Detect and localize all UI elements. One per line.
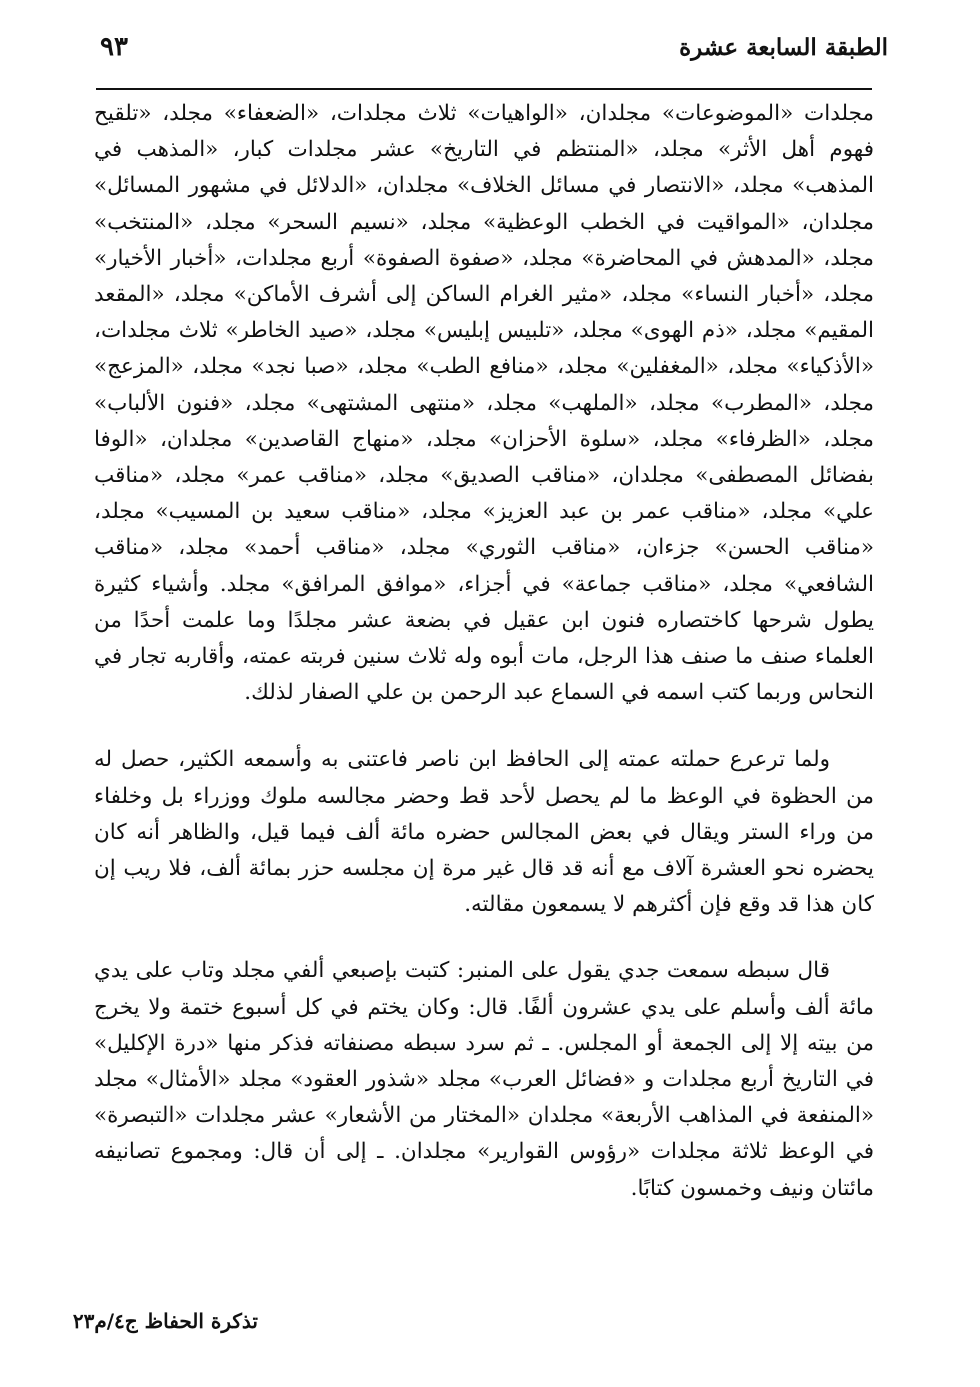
paragraph-2: ولما ترعرع حملته عمته إلى الحافظ ابن ناصر فاعتنى به وأسمعه الكثير، حصل له من الحظوة في الوعظ ما لم يحصل لأحد قط وحضر مجالسه ملوك ووزراء بل وخلفاء من وراء الستر ويقال في بعض المجالس حضره مائة ألف فيما قيل، والظاهر أنه كان يحضره نحو العشرة آلاف مع أنه قد قال غير مرة إن مجلسه حزر بمائة ألف، فلا ريب إن كان هذا قد وقع فإن أكثرهم لا يسمعون مقالته. [94, 747, 874, 918]
body-text [94, 96, 874, 1207]
page-number: ٩٣ [100, 32, 128, 62]
header-divider [96, 88, 872, 90]
paragraph-3: قال سبطه سمعت جدي يقول على المنبر: كتبت بإصبعي ألفي مجلد وتاب على يدي مائة ألف وأسلم على يدي عشرون ألفًا. قال: وكان يختم في كل أسبوع ختمة ولا يخرج من بيته إلا إلى الجمعة أو المجلس. ـ ثم سرد سبطه مصنفاته فذكر منها «درة الإكليل» في التاريخ أربع مجلدات و «فضائل العرب» مجلد «شذور العقود» مجلد «الأمثال» مجلد «المنفعة في المذاهب الأربعة» مجلدان «المختار من الأشعار» عشر مجلدات «التبصرة» في الوعظ ثلاثة مجلدات «رؤوس القوارير» مجلدان. ـ إلى أن قال: ومجموع تصانيفه مائتان ونيف وخمسون كتابًا. [94, 958, 874, 1201]
running-title: الطبقة السابعة عشرة [679, 34, 888, 61]
footer-signature: تذكرة الحفاظ ج٤/م٢٣ [72, 1309, 258, 1333]
paragraph-1: مجلدات «الموضوعات» مجلدان، «الواهيات» ثلاث مجلدات، «الضعفاء» مجلد، «تلقيح فهوم أهل الأثر» مجلد، «المنتظم في التاريخ» عشر مجلدات كبار، «المذهب في المذهب» مجلد، «الانتصار في مسائل الخلاف» مجلدان، «الدلائل في مشهور المسائل» مجلدان، «المواقيت في الخطب الوعظية» مجلد، «نسيم السحر» مجلد، «المنتخب» مجلد، «المدهش في المحاضرة» مجلد، «صفوة الصفوة» أربع مجلدات، «أخبار الأخيار» مجلد، «أخبار النساء» مجلد، «مثير الغرام الساكن إلى أشرف الأماكن» مجلد، «المقعد المقيم» مجلد، «ذم الهوى» مجلد، «تلبيس إبليس» مجلد، «صيد الخاطر» ثلاث مجلدات، «الأذكياء» مجلد، «المغفلين» مجلد، «منافع الطب» مجلد، «صبا نجد» مجلد، «المزعج» مجلد، «المطرب» مجلد، «الملهب» مجلد، «منتهى المشتهى» مجلد، «فنون الألباب» مجلد، «الظرفاء» مجلد، «سلوة الأحزان» مجلد، «منهاج القاصدين» مجلدان، «الوفا بفضائل المصطفى» مجلدان، «مناقب الصديق» مجلد، «مناقب عمر» مجلد، «مناقب علي» مجلد، «مناقب عمر بن عبد العزيز» مجلد، «مناقب سعيد بن المسيب» مجلد، «مناقب الحسن» جزءان، «مناقب الثوري» مجلد، «مناقب أحمد» مجلد، «مناقب الشافعي» مجلد، «مناقب جماعة» في أجزاء، «موافق المرافق» مجلد. وأشياء كثيرة يطول شرحها كاختصاره فنون ابن عقيل في بضعة عشر مجلدًا وما علمت أحدًا من العلماء صنف ما صنف هذا الرجل، مات أبوه وله ثلاث سنين فربته عمته، وأقاربه تجار في النحاس وربما كتب اسمه في السماع عبد الرحمن بن علي الصفار لذلك. [94, 101, 874, 706]
